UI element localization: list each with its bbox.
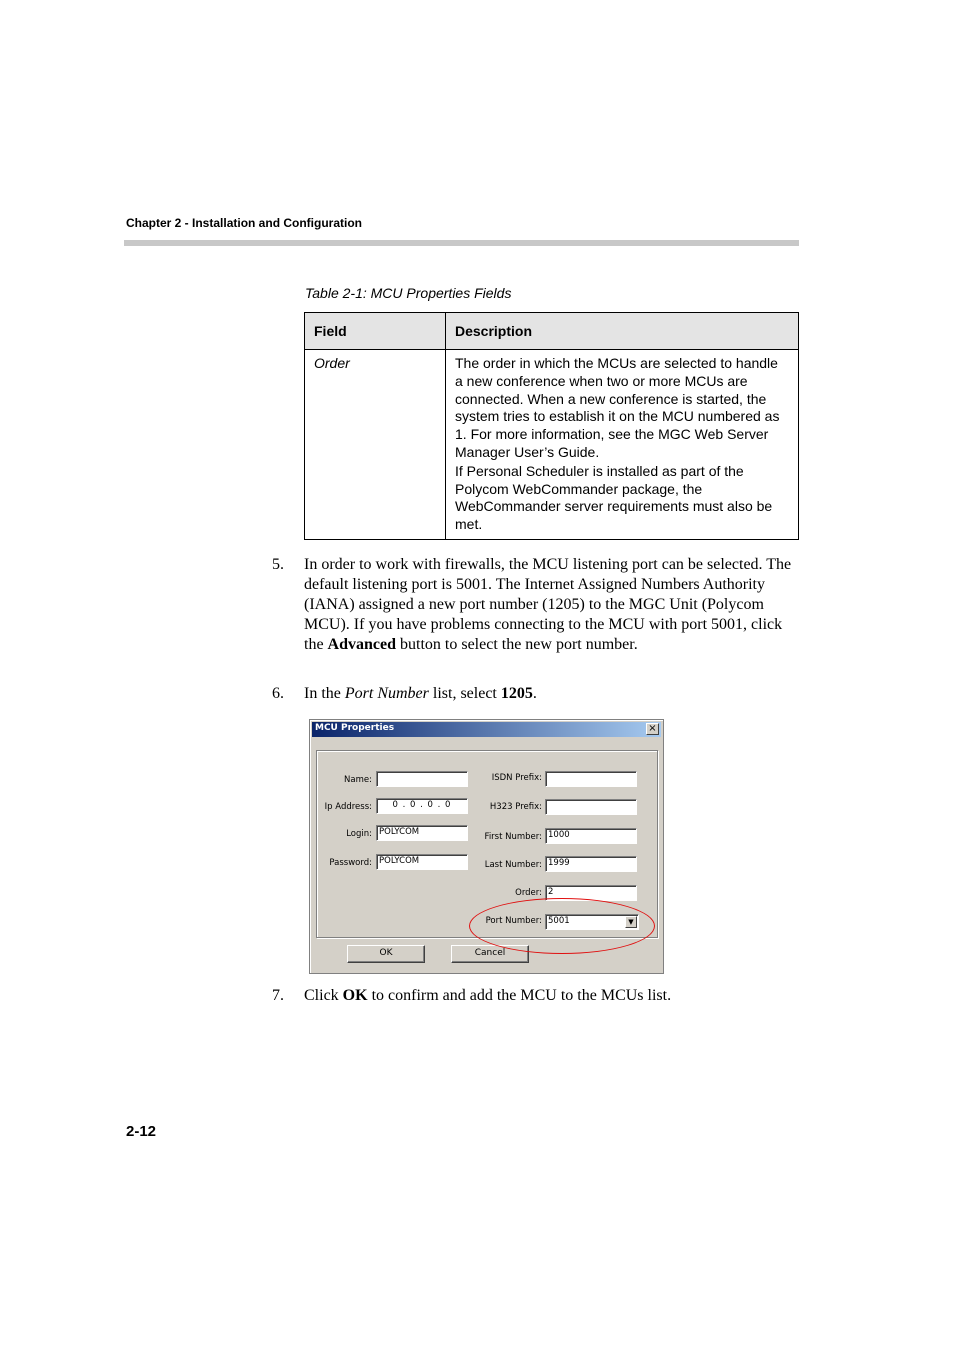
h323-prefix-label: H323 Prefix:: [489, 802, 542, 812]
name-label: Name:: [344, 775, 372, 785]
highlight-ellipse: [469, 898, 655, 954]
port-number-label: Port Number:: [485, 916, 542, 926]
first-number-input[interactable]: 1000: [545, 828, 637, 844]
page-number: 2-12: [126, 1123, 157, 1140]
table-row: [305, 350, 799, 540]
mcu-properties-table: [304, 312, 799, 540]
port-number-term: Port Number: [344, 685, 429, 702]
table-header-field: Field: [305, 313, 446, 350]
order-label: Order:: [515, 888, 542, 898]
name-input[interactable]: [376, 771, 468, 787]
last-number-label: Last Number:: [484, 860, 542, 870]
step-text: In the Port Number list, select 1205.: [304, 685, 537, 702]
table-header-description: Description: [446, 313, 799, 350]
isdn-prefix-input[interactable]: [545, 771, 637, 787]
ip-address-input[interactable]: 0 . 0 . 0 . 0: [376, 798, 468, 814]
table-caption: Table 2-1: MCU Properties Fields: [305, 285, 512, 301]
port-value-term: 1205: [500, 685, 533, 702]
step-text: In order to work with firewalls, the MCU listening port can be selected. The default listening port is 5001. The Internet Assigned Numbers Authority (IANA) assigned a new port number (1205) to the MGC Unit (Polycom MCU). If you have problems connecting to the MCU with port 5001, click the Advanced button to select the new port number.: [304, 556, 792, 653]
step-number: 5.: [272, 556, 284, 573]
advanced-term: Advanced: [327, 636, 396, 653]
login-label: Login:: [346, 829, 372, 839]
table-header-row: [305, 313, 799, 350]
last-number-input[interactable]: 1999: [545, 856, 637, 872]
dialog-titlebar: [312, 722, 661, 737]
ip-address-label: Ip Address:: [324, 802, 372, 812]
order-input[interactable]: 2: [545, 885, 637, 901]
chevron-down-icon[interactable]: ▼: [625, 916, 637, 928]
description-paragraph: If Personal Scheduler is installed as part of the Polycom WebCommander package, the WebCommander server requirements must also be met.: [455, 462, 773, 533]
step-number: 7.: [272, 987, 284, 1004]
table-cell-field: Order: [305, 350, 446, 540]
close-icon[interactable]: ×: [646, 723, 659, 735]
password-input[interactable]: POLYCOM: [376, 854, 468, 870]
h323-prefix-input[interactable]: [545, 799, 637, 815]
cancel-button[interactable]: Cancel: [451, 945, 529, 963]
table-cell-description: [446, 350, 799, 540]
password-label: Password:: [329, 858, 372, 868]
ok-term: OK: [342, 987, 368, 1004]
isdn-prefix-label: ISDN Prefix:: [491, 773, 542, 783]
step-number: 6.: [272, 685, 284, 702]
step-text: Click OK to confirm and add the MCU to the MCUs list.: [304, 987, 672, 1004]
first-number-label: First Number:: [484, 832, 542, 842]
ok-button[interactable]: OK: [347, 945, 425, 963]
dialog-title: MCU Properties: [315, 723, 395, 733]
login-input[interactable]: POLYCOM: [376, 825, 468, 841]
header-rule: [124, 240, 799, 246]
port-number-value: 5001: [548, 916, 570, 926]
chapter-header: Chapter 2 - Installation and Configuration: [126, 216, 363, 230]
description-paragraph: The order in which the MCUs are selected to handle a new conference when two or more MCUs are connected. When a new conference is started, the system tries to establish it on the MCU numbered as 1. For more information, see the MGC Web Server Manager User’s Guide.: [455, 355, 780, 460]
